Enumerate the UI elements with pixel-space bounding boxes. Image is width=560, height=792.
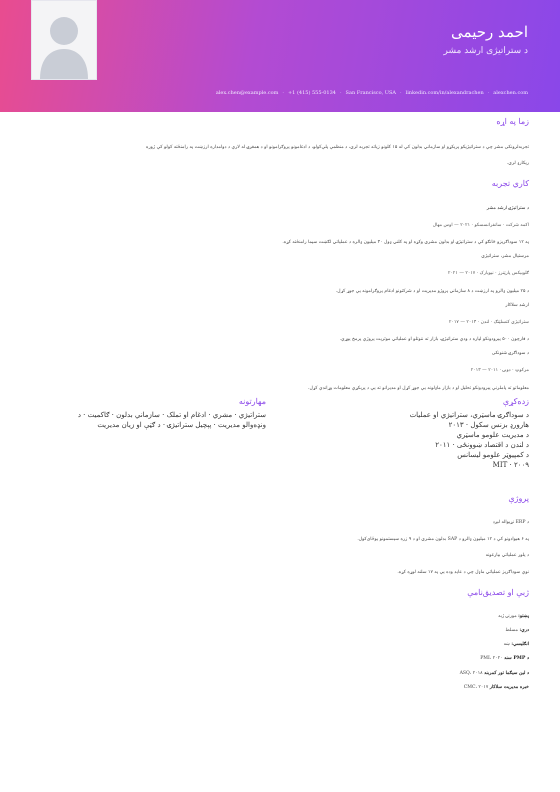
extras-value: CMC، ۲۰۱۷ (463, 685, 489, 690)
extras-value: مورنۍ ژبه (498, 614, 517, 619)
job-title: د ستراتیژی ارشد مشر (443, 46, 528, 56)
education-line-2: هارورډ بزنس سکول · ۲۰۱۳ (448, 421, 529, 429)
extras-item (464, 685, 529, 690)
about-text-line-2: ریکارډ لري. (506, 161, 529, 166)
project-title-2: د پلور عملیاتي بیارغونه (485, 553, 529, 558)
job-title-4: د سوداګرۍ شنونکی (491, 351, 529, 356)
extras-label: د لین سیګما تور کمربند (484, 671, 529, 676)
education-line-6: MIT · ۲۰۰۹ (492, 461, 529, 469)
header-banner (0, 0, 560, 112)
avatar-placeholder-icon (32, 1, 96, 79)
job-bullet-4: معلوماتو ته پاملرنې پېرودونکو تحلیل او د بازار ماډلونه یې جوړ کړل او مدیرانو ته یې د پرېکړې معلومات وړاندې کړل. (308, 386, 529, 391)
project-title-1: د ERP نړیواله لېږد (492, 520, 529, 525)
extras-item (506, 628, 529, 633)
education-line-1: د سوداګرۍ ماسټري، ستراتیژي او عملیات (409, 411, 529, 419)
extras-value: ښه (503, 642, 510, 647)
person-name: احمد رحیمی (451, 23, 528, 41)
education-line-3: د مدیریت علومو ماسټري (456, 431, 529, 439)
experience-heading: کاري تجربه (491, 179, 529, 188)
email-link[interactable]: alex.chen@example.com (215, 90, 279, 96)
contact-separator: · (400, 90, 402, 96)
job-meta-3: ستراتیژي کنسلټنګ · لندن · ۲۰۱۳ — ۲۰۱۷ (449, 320, 529, 325)
avatar (31, 0, 97, 80)
extras-heading: ژبې او تصدیق‌نامې (467, 588, 529, 597)
job-bullet-1: په ۱۲ سوداګریزو څانګو کې د ستراتیژۍ او بدلون مشري وکړه او په کلني ډول ۳۰ میلیون ډالره د عملیاتي لګښت سپما رامنځته کړه. (282, 240, 529, 245)
job-bullet-2: د ۲۵ میلیون ډالرو په ارزښت د ۸ سازماني پروژو مدیریت او د شرکتونو ادغام پروګرامونه یې جوړ کړل. (335, 289, 529, 294)
job-title-2: مرستیال مشر، ستراتیژي (481, 254, 529, 259)
phone-number[interactable]: +1 (415) 555-0134 (287, 90, 336, 96)
education-line-4: د لندن د اقتصاد ښوونځی · ۲۰۱۱ (435, 441, 529, 449)
location: San Francisco, USA (345, 90, 397, 96)
job-meta-2: ګلوبېکس پارټنرز · نیویارک · ۲۰۱۷ — ۲۰۲۱ (448, 271, 529, 276)
project-desc-2: نوې سوداګریز عملیاتي ماډل چې د عاید وده یې په ۱۷ سلنه لوړه کړه. (397, 570, 529, 575)
linkedin-link[interactable]: linkedin.com/in/alexandrachen (405, 90, 484, 96)
education-line-5: د کمپیوټر علومو لیسانس (457, 451, 529, 459)
extras-label: د PMP سند (504, 656, 529, 661)
extras-label: خبره مدیریت سلاکار (489, 685, 529, 690)
job-bullet-3: د فارچون ۵۰۰ پېرودونکو لپاره د ودې ستراتیژۍ، بازار ته ننوتلو او عملیاتي موثریت پروژې پرمخ یوړې. (339, 337, 529, 342)
extras-item (460, 671, 529, 676)
extras-label: دري: (519, 628, 529, 633)
extras-item (498, 614, 529, 619)
skills-heading: مهارتونه (238, 397, 266, 406)
projects-heading: پروژې (508, 494, 529, 503)
contact-line (216, 90, 528, 96)
about-heading: زما په اړه (496, 117, 529, 126)
skills-line-2: ونډه‌والو مدیریت · پېچیل ستراتیژۍ · د ګټې او زیان مدیریت (97, 421, 266, 429)
contact-separator: · (487, 90, 490, 96)
education-heading: زده‌کړې (502, 397, 529, 406)
job-meta-1: اکمه شرکت · سانفرانسسکو · ۲۰۲۱ — اوس مهال (432, 223, 529, 228)
contact-separator: · (282, 90, 284, 96)
extras-value: PMI، ۲۰۲۰ (480, 656, 503, 661)
job-meta-4: مرکوټ · دوبۍ · ۲۰۱۱ — ۲۰۱۳ (470, 368, 529, 373)
website-link[interactable]: alexchen.com (493, 90, 528, 96)
extras-value: مسلط (505, 628, 518, 633)
contact-separator: · (339, 90, 342, 96)
project-desc-1: په ۶ هېوادونو کې د ۱۲ میلیون ډالرو د SAP بدلون مشري او د ۹ زره سیستمونو یوځای‌کول. (357, 537, 529, 542)
extras-item (480, 656, 529, 661)
about-text-line-1: تجربه‌لرونکی مشر چې د ستراتیژیکو پرېکړو او سازماني بدلون کې له ۱۵ کلونو زیاته تجربه لري، د منظمې پلې‌کولو، د ادغامونو پروګرامونو او د همغږۍ له لارې د دوامداره ارزښت په رامنځته کولو کې ژوره (146, 145, 529, 150)
job-title-1: د ستراتیژۍ ارشد مشر (486, 206, 529, 211)
extras-item (504, 642, 529, 647)
job-title-3: ارشد سلاکار (505, 303, 529, 308)
extras-value: ASQ، ۲۰۱۸ (459, 671, 483, 676)
extras-label: انګلیسي: (511, 642, 529, 647)
skills-line-1: ستراتیژي · مشري · ادغام او تملک · سازماني بدلون · ګاکمیت · د (77, 411, 266, 419)
extras-label: پښتو: (518, 614, 529, 619)
